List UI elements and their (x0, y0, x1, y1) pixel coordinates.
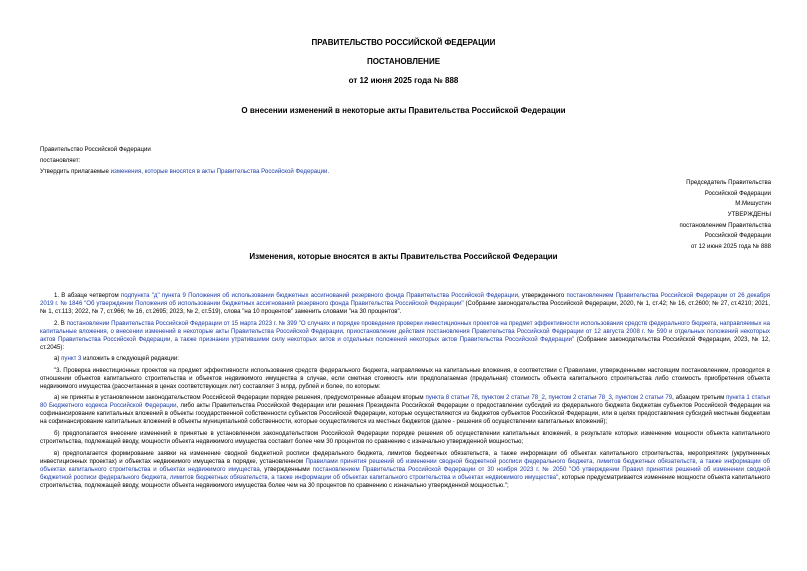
p5-text-b: , (477, 394, 482, 402)
paragraph-5 (40, 394, 770, 426)
p1-text-a: 1. В абзаце четвертом (54, 292, 121, 299)
approval-line-2: постановлением Правительства (679, 221, 771, 229)
p5-text-c: , (544, 394, 549, 402)
paragraph-6: б) предполагается внесение изменений в принятые в установленном законодательством Российской Федерации порядке решения об осуществлении капитальных вложений, в результате которых изменение мощности объекта капитального строительства, подлежащей вводу, мощности объекта недвижимого имущества составит более чем 30 процентов по сравнению с изначально утвержденной мощностью; (40, 429, 770, 445)
p7-link-1[interactable]: Правилами принятия решений об изменении сводной бюджетной росписи федерального бюджета, лимитов бюджетных обязательств, а также информации об объектах капитального строительства и объектах недвижимого имущества (40, 457, 770, 473)
intro-block (40, 146, 740, 179)
approval-line-3: Российской Федерации (704, 232, 771, 240)
p3-text-a: а) (54, 355, 62, 363)
date-number-heading: от 12 июня 2025 года № 888 (348, 76, 459, 85)
p2-text-a: 2. В (54, 319, 67, 327)
p1-text-c: (Собрание законодательства Российской Федерации, 2020, № 1, ст.42; № 16, ст.2600; № 27, ст.4210; 2021, № 1, ст.113; 2022, № 7, ст.966; № 16, ст.2695; 2023, № 2, ст.519), слова "на 10 процентов" заменить словами "на 30 процентов". (40, 300, 770, 316)
intro-line-3-text: Утвердить прилагаемые (40, 168, 111, 176)
p1-link-2[interactable]: постановлением Правительства Российской Федерации от 26 декабря 2019 г. № 1846 "Об утверждении Положения об использовании бюджетных ассигнований резервного фонда Правительства Российской Федерации" (40, 292, 771, 308)
paragraph-2 (40, 320, 770, 352)
signature-line-1: Председатель Правительства (686, 179, 771, 186)
p7-text-b: , утвержденными (259, 465, 313, 473)
paragraph-1 (40, 292, 770, 316)
p3-link-1[interactable]: пункт 3 (61, 355, 82, 363)
p5-text-a: а) не приняты в установленном законодательством Российской Федерации порядке решения, предусмотренные абзацем вторым (54, 394, 426, 402)
p2-link-1[interactable]: постановлении Правительства Российской Федерации от 15 марта 2023 г. № 399 "О случаях и порядке проведения проверки инвестиционных проектов на предмет эффективности использования средств федерального бюджета, направляемых на капитальные вложения, о внесении изменений в некоторые акты Правительства Российской Федерации, приостановлении действия постановления Правительства Российской Федерации от 12 августа 2008 г. № 590 и отдельных положений некоторых актов Правительства Российской Федерации, а также признании утратившими силу некоторых актов и отдельных положений некоторых актов Правительства Российской Федерации" (40, 319, 770, 343)
paragraph-4: "3. Проверка инвестиционных проектов на предмет эффективности использования средств федерального бюджета, направляемых на капитальные вложения, в соответствии с Правилами, утвержденными настоящим постановлением, проводится в отношении объектов капитального строительства и объектов недвижимого имущества в случае, если сметная стоимость или предполагаемая (предельная) стоимость объекта капитального строительства либо стоимость приобретения объекта недвижимого имущества (рассчитанная в ценах соответствующих лет) составляет 3 млрд. рублей и более, по которым: (40, 366, 770, 390)
p5-text-e: , абзацем третьим (672, 394, 727, 402)
p7-text-c: , которые предусматривается изменение мощности объекта капитального строительства, подлежащей вводу, мощности объекта недвижимого имущества более чем на 30 процентов по сравнению с изначально утвержденной мощностью."; (40, 473, 770, 489)
intro-line-1: Правительство Российской Федерации (40, 146, 151, 153)
org-heading: ПРАВИТЕЛЬСТВО РОССИЙСКОЙ ФЕДЕРАЦИИ (311, 38, 496, 47)
paragraph-3 (40, 355, 770, 363)
p5-link-2[interactable]: пунктом 2 статьи 78_2 (481, 394, 545, 402)
paragraph-7 (40, 450, 770, 490)
approval-line-4: от 12 июня 2025 года № 888 (690, 242, 771, 250)
intro-line-3-end: . (327, 168, 330, 176)
signature-block (571, 179, 771, 253)
document-title: О внесении изменений в некоторые акты Правительства Российской Федерации (241, 106, 566, 115)
p7-link-2[interactable]: постановлением Правительства Российской Федерации от 30 ноября 2023 г. № 2050 "Об утверждении Правил принятия решений об изменении сводной бюджетной росписи федерального бюджета, лимитов бюджетных обязательств, а также информации об объектах капитального строительства и объектах недвижимого имущества" (40, 465, 770, 481)
signature-line-2: Российской Федерации (704, 189, 771, 197)
p5-link-1[interactable]: пункта 8 статьи 78 (425, 394, 478, 402)
changes-link[interactable]: изменения, которые вносятся в акты Правительства Российской Федерации (110, 168, 328, 176)
doc-type-heading: ПОСТАНОВЛЕНИЕ (366, 57, 441, 66)
approval-line-1: УТВЕРЖДЕНЫ (727, 210, 771, 218)
intro-line-2: постановляет: (40, 157, 81, 165)
p5-link-3[interactable]: пунктом 2 статьи 78_3 (548, 394, 612, 402)
p5-link-5[interactable]: пункта 1 статьи 80 Бюджетного кодекса Российской Федерации (40, 394, 771, 410)
intro-line-3 (40, 168, 740, 176)
document-body (40, 292, 770, 493)
p5-text-f: , либо акты Правительства Российской Федерации или решения Президента Российской Федерации о предоставлении субсидий из федерального бюджета бюджетам субъектов Российской Федерации на софинансирование капитальных вложений в объекты государственной собственности субъектов Российской Федерации, которые осуществляются из бюджетов субъектов Российской Федерации, или в целях предоставления субсидий местным бюджетам на софинансирование капитальных вложений в объекты муниципальной собственности, которые осуществляются из местных бюджетов (далее - решения об осуществлении капитальных вложений); (40, 402, 770, 426)
signature-line-3: М.Мишустин (735, 200, 771, 208)
p3-text-b: изложить в следующей редакции: (81, 355, 179, 363)
p2-text-b: (Собрание законодательства Российской Федерации, 2023, № 12, ст.2045): (40, 335, 770, 351)
p7-text-a: в) предполагается формирование заявки на изменение сводной бюджетной росписи федерального бюджета, лимитов бюджетных обязательств, а также информации об объектах капитального строительства, мероприятиях (укрупненных инвестиционных проектах) и объектах недвижимого имущества в порядке, установленном (40, 449, 770, 465)
p1-link-1[interactable]: подпункта "д" пункта 9 Положения об использовании бюджетных ассигнований резервного фонда Правительства Российской Федерации (120, 292, 518, 299)
p1-text-b: , утвержденного (517, 292, 567, 299)
p5-text-d: , (611, 394, 616, 402)
section-title: Изменения, которые вносятся в акты Правительства Российской Федерации (249, 252, 558, 261)
p5-link-4[interactable]: пунктом 2 статьи 79 (615, 394, 673, 402)
